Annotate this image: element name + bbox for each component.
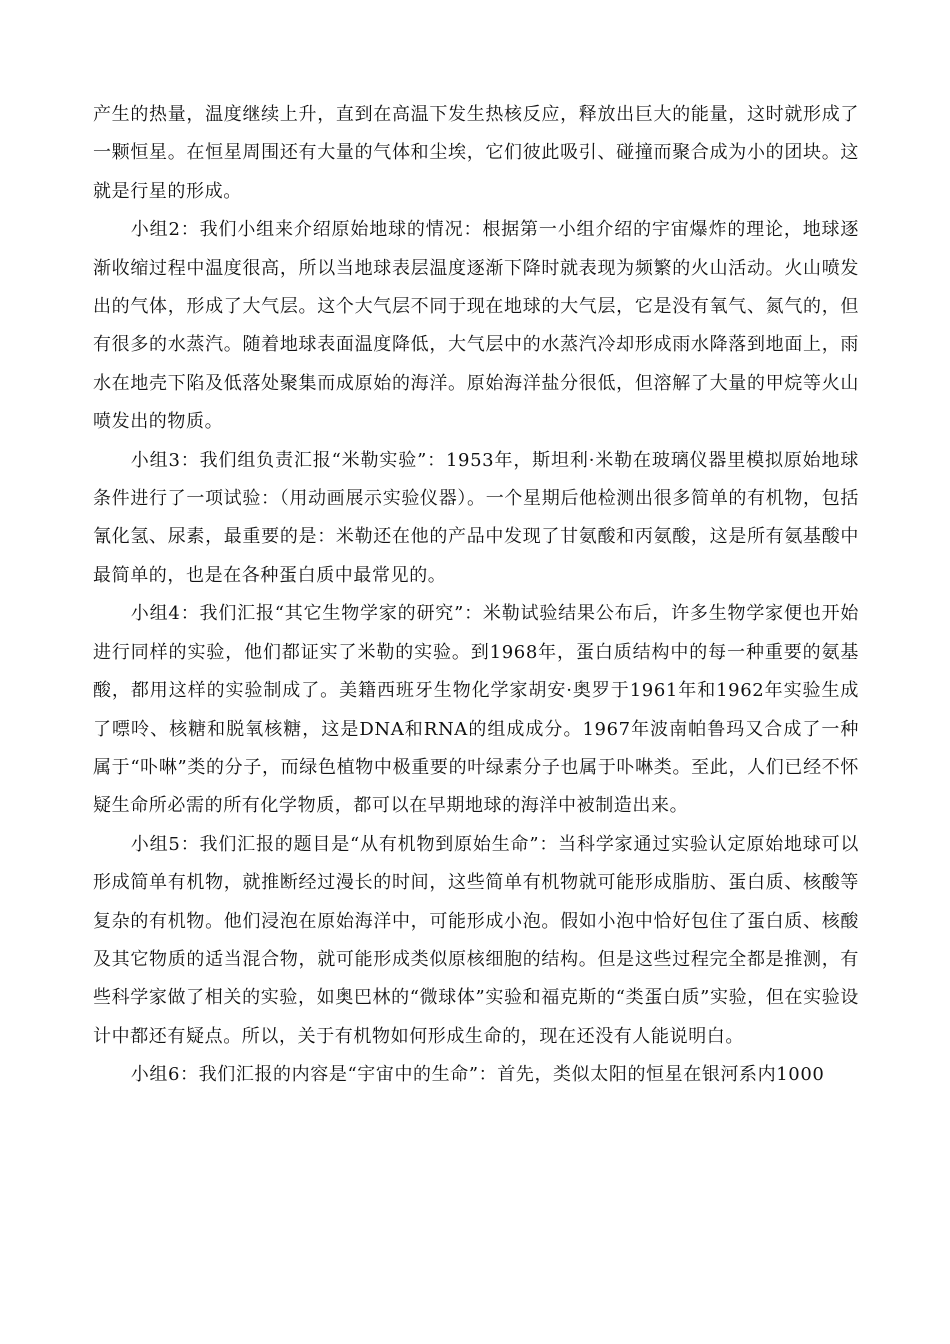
paragraph-group-4: 小组4：我们汇报“其它生物学家的研究”：米勒试验结果公布后，许多生物学家便也开始进行同样的实验，他们都证实了米勒的实验。到1968年，蛋白质结构中的每一种重要的氨基酸，都用这样的实验制成了。美籍西班牙生物化学家胡安·奥罗于1961年和1962年实验生成了嘌呤、核糖和脱氧核糖，这是DNA和RNA的组成成分。1967年波南帕鲁玛又合成了一种属于“卟啉”类的分子，而绿色植物中极重要的叶绿素分子也属于卟啉类。至此，人们已经不怀疑生命所必需的所有化学物质，都可以在早期地球的海洋中被制造出来。 — [93, 603, 859, 817]
paragraph-group-3: 小组3：我们组负责汇报“米勒实验”：1953年，斯坦利·米勒在玻璃仪器里模拟原始地球条件进行了一项试验：（用动画展示实验仪器）。一个星期后他检测出很多简单的有机物，包括氰化氢、尿素，最重要的是：米勒还在他的产品中发现了甘氨酸和丙氨酸，这是所有氨基酸中最简单的，也是在各种蛋白质中最常见的。 — [93, 449, 859, 586]
paragraph-group-6: 小组6：我们汇报的内容是“宇宙中的生命”：首先，类似太阳的恒星在银河系内1000 — [130, 1064, 825, 1086]
paragraph-group-2: 小组2：我们小组来介绍原始地球的情况：根据第一小组介绍的宇宙爆炸的理论，地球逐渐收缩过程中温度很高，所以当地球表层温度逐渐下降时就表现为频繁的火山活动。火山喷发出的气体，形成了大气层。这个大气层不同于现在地球的大气层，它是没有氧气、氮气的，但有很多的水蒸汽。随着地球表面温度降低，大气层中的水蒸汽冷却形成雨水降落到地面上，雨水在地壳下陷及低落处聚集而成原始的海洋。原始海洋盐分很低，但溶解了大量的甲烷等火山喷发出的物质。 — [93, 219, 859, 433]
document-page — [93, 96, 859, 1095]
paragraph-continuation: 产生的热量，温度继续上升，直到在高温下发生热核反应，释放出巨大的能量，这时就形成了一颗恒星。在恒星周围还有大量的气体和尘埃，它们彼此吸引、碰撞而聚合成为小的团块。这就是行星的形成。 — [93, 104, 859, 202]
paragraph-group-5: 小组5：我们汇报的题目是“从有机物到原始生命”：当科学家通过实验认定原始地球可以形成简单有机物，就推断经过漫长的时间，这些简单有机物就可能形成脂肪、蛋白质、核酸等复杂的有机物。他们浸泡在原始海洋中，可能形成小泡。假如小泡中恰好包住了蛋白质、核酸及其它物质的适当混合物，就可能形成类似原核细胞的结构。但是这些过程完全都是推测，有些科学家做了相关的实验，如奥巴林的“微球体”实验和福克斯的“类蛋白质”实验，但在实验设计中都还有疑点。所以，关于有机物如何形成生命的，现在还没有人能说明白。 — [93, 833, 859, 1047]
